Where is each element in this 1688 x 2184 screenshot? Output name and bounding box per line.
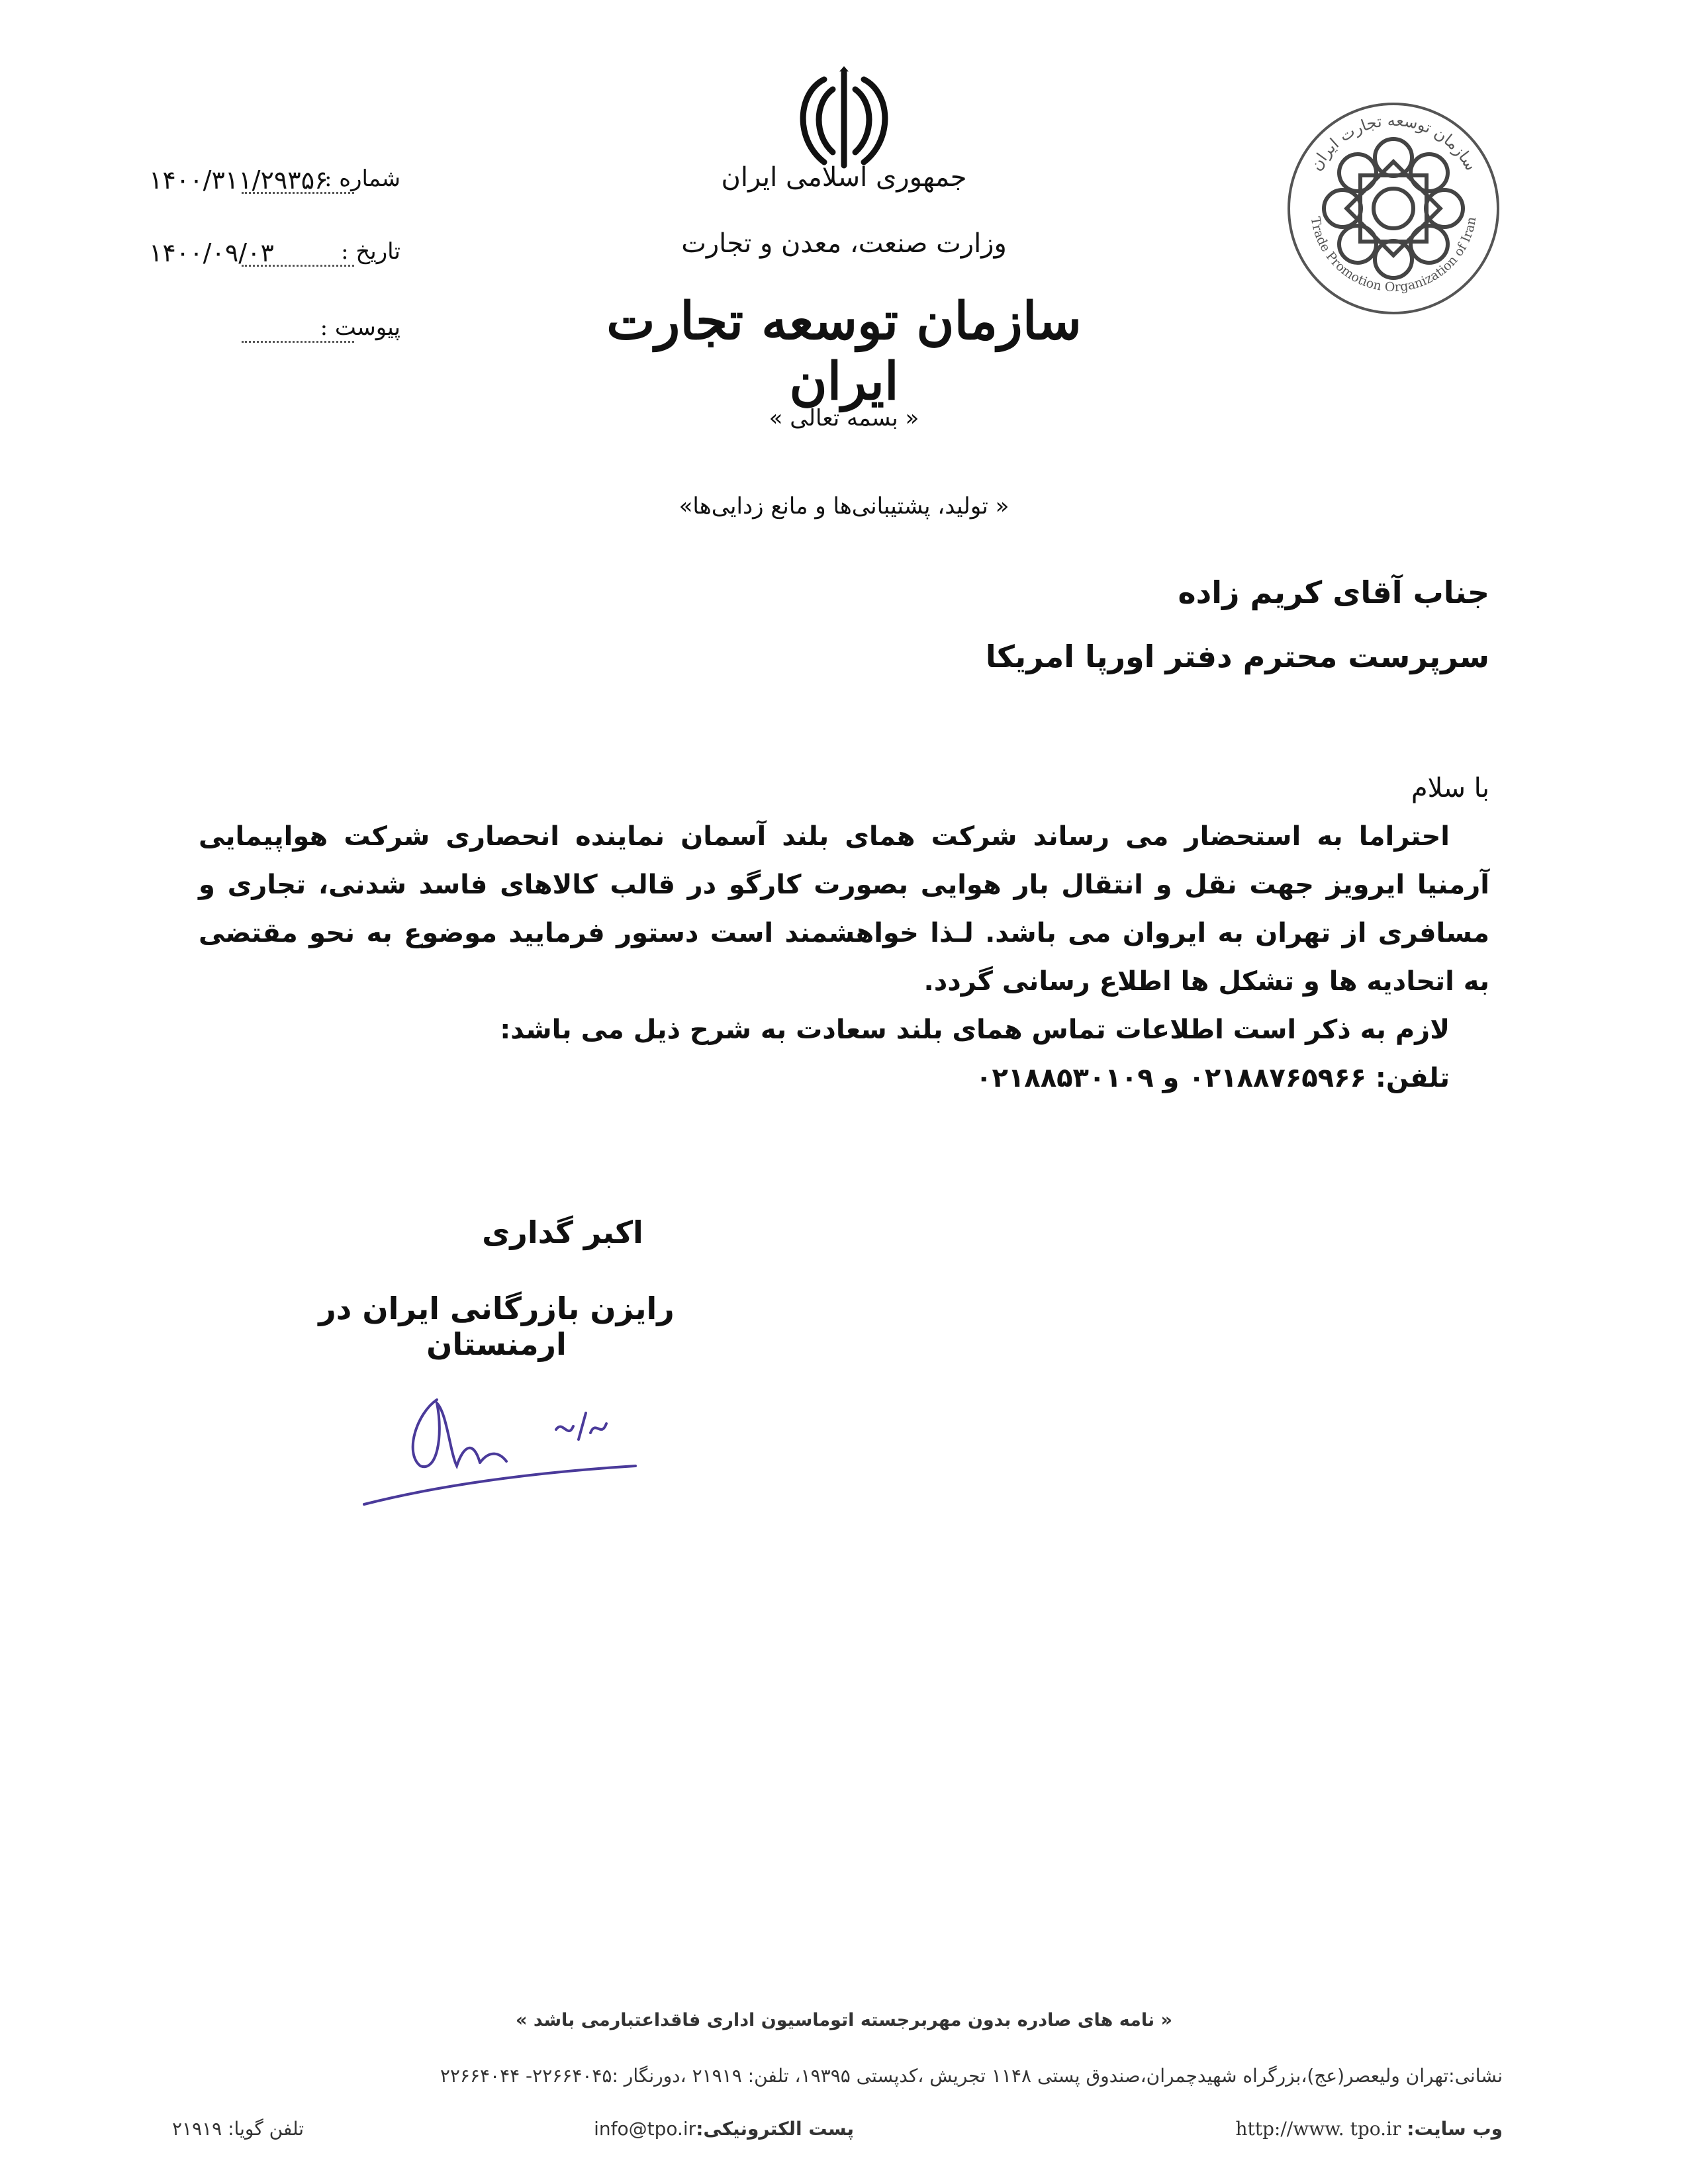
reference-attachment-label: پیوست :: [320, 314, 400, 341]
header-ministry: وزارت صنعت، معدن و تجارت: [681, 228, 1007, 259]
signer-title: رایزن بازرگانی ایران در ارمنستان: [318, 1291, 675, 1362]
invocation-text: « بسمه تعالی »: [769, 405, 919, 432]
reference-number-label: شماره :: [324, 165, 400, 192]
footer-email: [594, 2118, 854, 2140]
recipient-title: سرپرست محترم دفتر اورپا امریکا: [985, 639, 1489, 674]
seal-persian-text: سازمان توسعه تجارت ایران: [1306, 111, 1481, 174]
footer-voice-phone: [172, 2118, 304, 2140]
reference-number-value: ۱۴۰۰/۳۱۱/۲۹۳۵۶: [149, 165, 328, 195]
letter-body: [199, 764, 1489, 1103]
voice-phone-value: ۲۱۹۱۹: [172, 2118, 222, 2140]
recipient-name: جناب آقای کریم زاده: [1178, 574, 1489, 610]
reference-number-field: [149, 165, 400, 205]
seal-english-text: Trade Promotion Organization of Iran: [1307, 216, 1479, 295]
phone-joiner: و: [1162, 1063, 1180, 1093]
handwritten-signature-icon: [357, 1373, 649, 1519]
phone-line: [199, 1054, 1450, 1103]
body-paragraph-1: احتراما به استحضار می رساند شرکت همای بلند آسمان نماینده انحصاری شرکت هواپیمایی آرمنیا ایرویز جهت نقل و انتقال بار هوایی بصورت کارگو در قالب کالاهای فاسد شدنی، تجاری و مسافری از تهران به ایروان می باشد. لـذا خواهشمند است دستور فرمایید موضوع به نحو مقتضی به اتحادیه ها و تشکل ها اطلاع رسانی گردد.: [199, 821, 1489, 997]
footer-address: نشانی:تهران ولیعصر(عج)،بزرگراه شهیدچمران،صندوق پستی ۱۱۴۸ تجریش ،کدپستی ۱۹۳۹۵، تلفن: ۲۱۹۱۹ ،دورنگار :۲۲۶۶۴۰۴۵- ۲۲۶۶۴۰۴۴: [440, 2065, 1503, 2087]
phone-label: تلفن:: [1375, 1063, 1450, 1093]
website-link[interactable]: http://www. tpo.ir: [1235, 2118, 1401, 2140]
tpo-seal-logo-icon: [1284, 99, 1503, 318]
footer-contact: [172, 2118, 1503, 2144]
body-paragraph-2: لازم به ذکر است اطلاعات تماس همای بلند سعادت به شرح ذیل می باشد:: [500, 1015, 1450, 1045]
dotted-line: [242, 341, 354, 343]
website-label: وب سایت:: [1407, 2118, 1503, 2140]
header-organization: سازمان توسعه تجارت ایران: [606, 291, 1082, 412]
footer-note: « نامه های صادره بدون مهربرجسته اتوماسیون اداری فاقداعتبارمی باشد »: [516, 2010, 1172, 2030]
email-link[interactable]: info@tpo.ir: [594, 2118, 696, 2140]
signer-name: اکبر گداری: [482, 1214, 643, 1250]
reference-attachment-field: [149, 314, 400, 354]
reference-date-field: [149, 238, 400, 278]
phone-number-1: ۰۲۱۸۸۷۶۵۹۶۶: [1188, 1063, 1366, 1093]
reference-date-label: تاریخ :: [341, 238, 400, 265]
email-label: پست الکترونیکی:: [696, 2118, 854, 2140]
header-republic: جمهوری اسلامی ایران: [721, 162, 967, 193]
slogan-text: « تولید، پشتیبانی‌ها و مانع زدایی‌ها»: [679, 493, 1009, 520]
reference-date-value: ۱۴۰۰/۰۹/۰۳: [149, 238, 274, 267]
footer-website: [1235, 2118, 1503, 2140]
phone-number-2: ۰۲۱۸۸۵۳۰۱۰۹: [976, 1063, 1154, 1093]
greeting: با سلام: [1411, 773, 1489, 803]
voice-phone-label: تلفن گویا:: [228, 2118, 305, 2140]
